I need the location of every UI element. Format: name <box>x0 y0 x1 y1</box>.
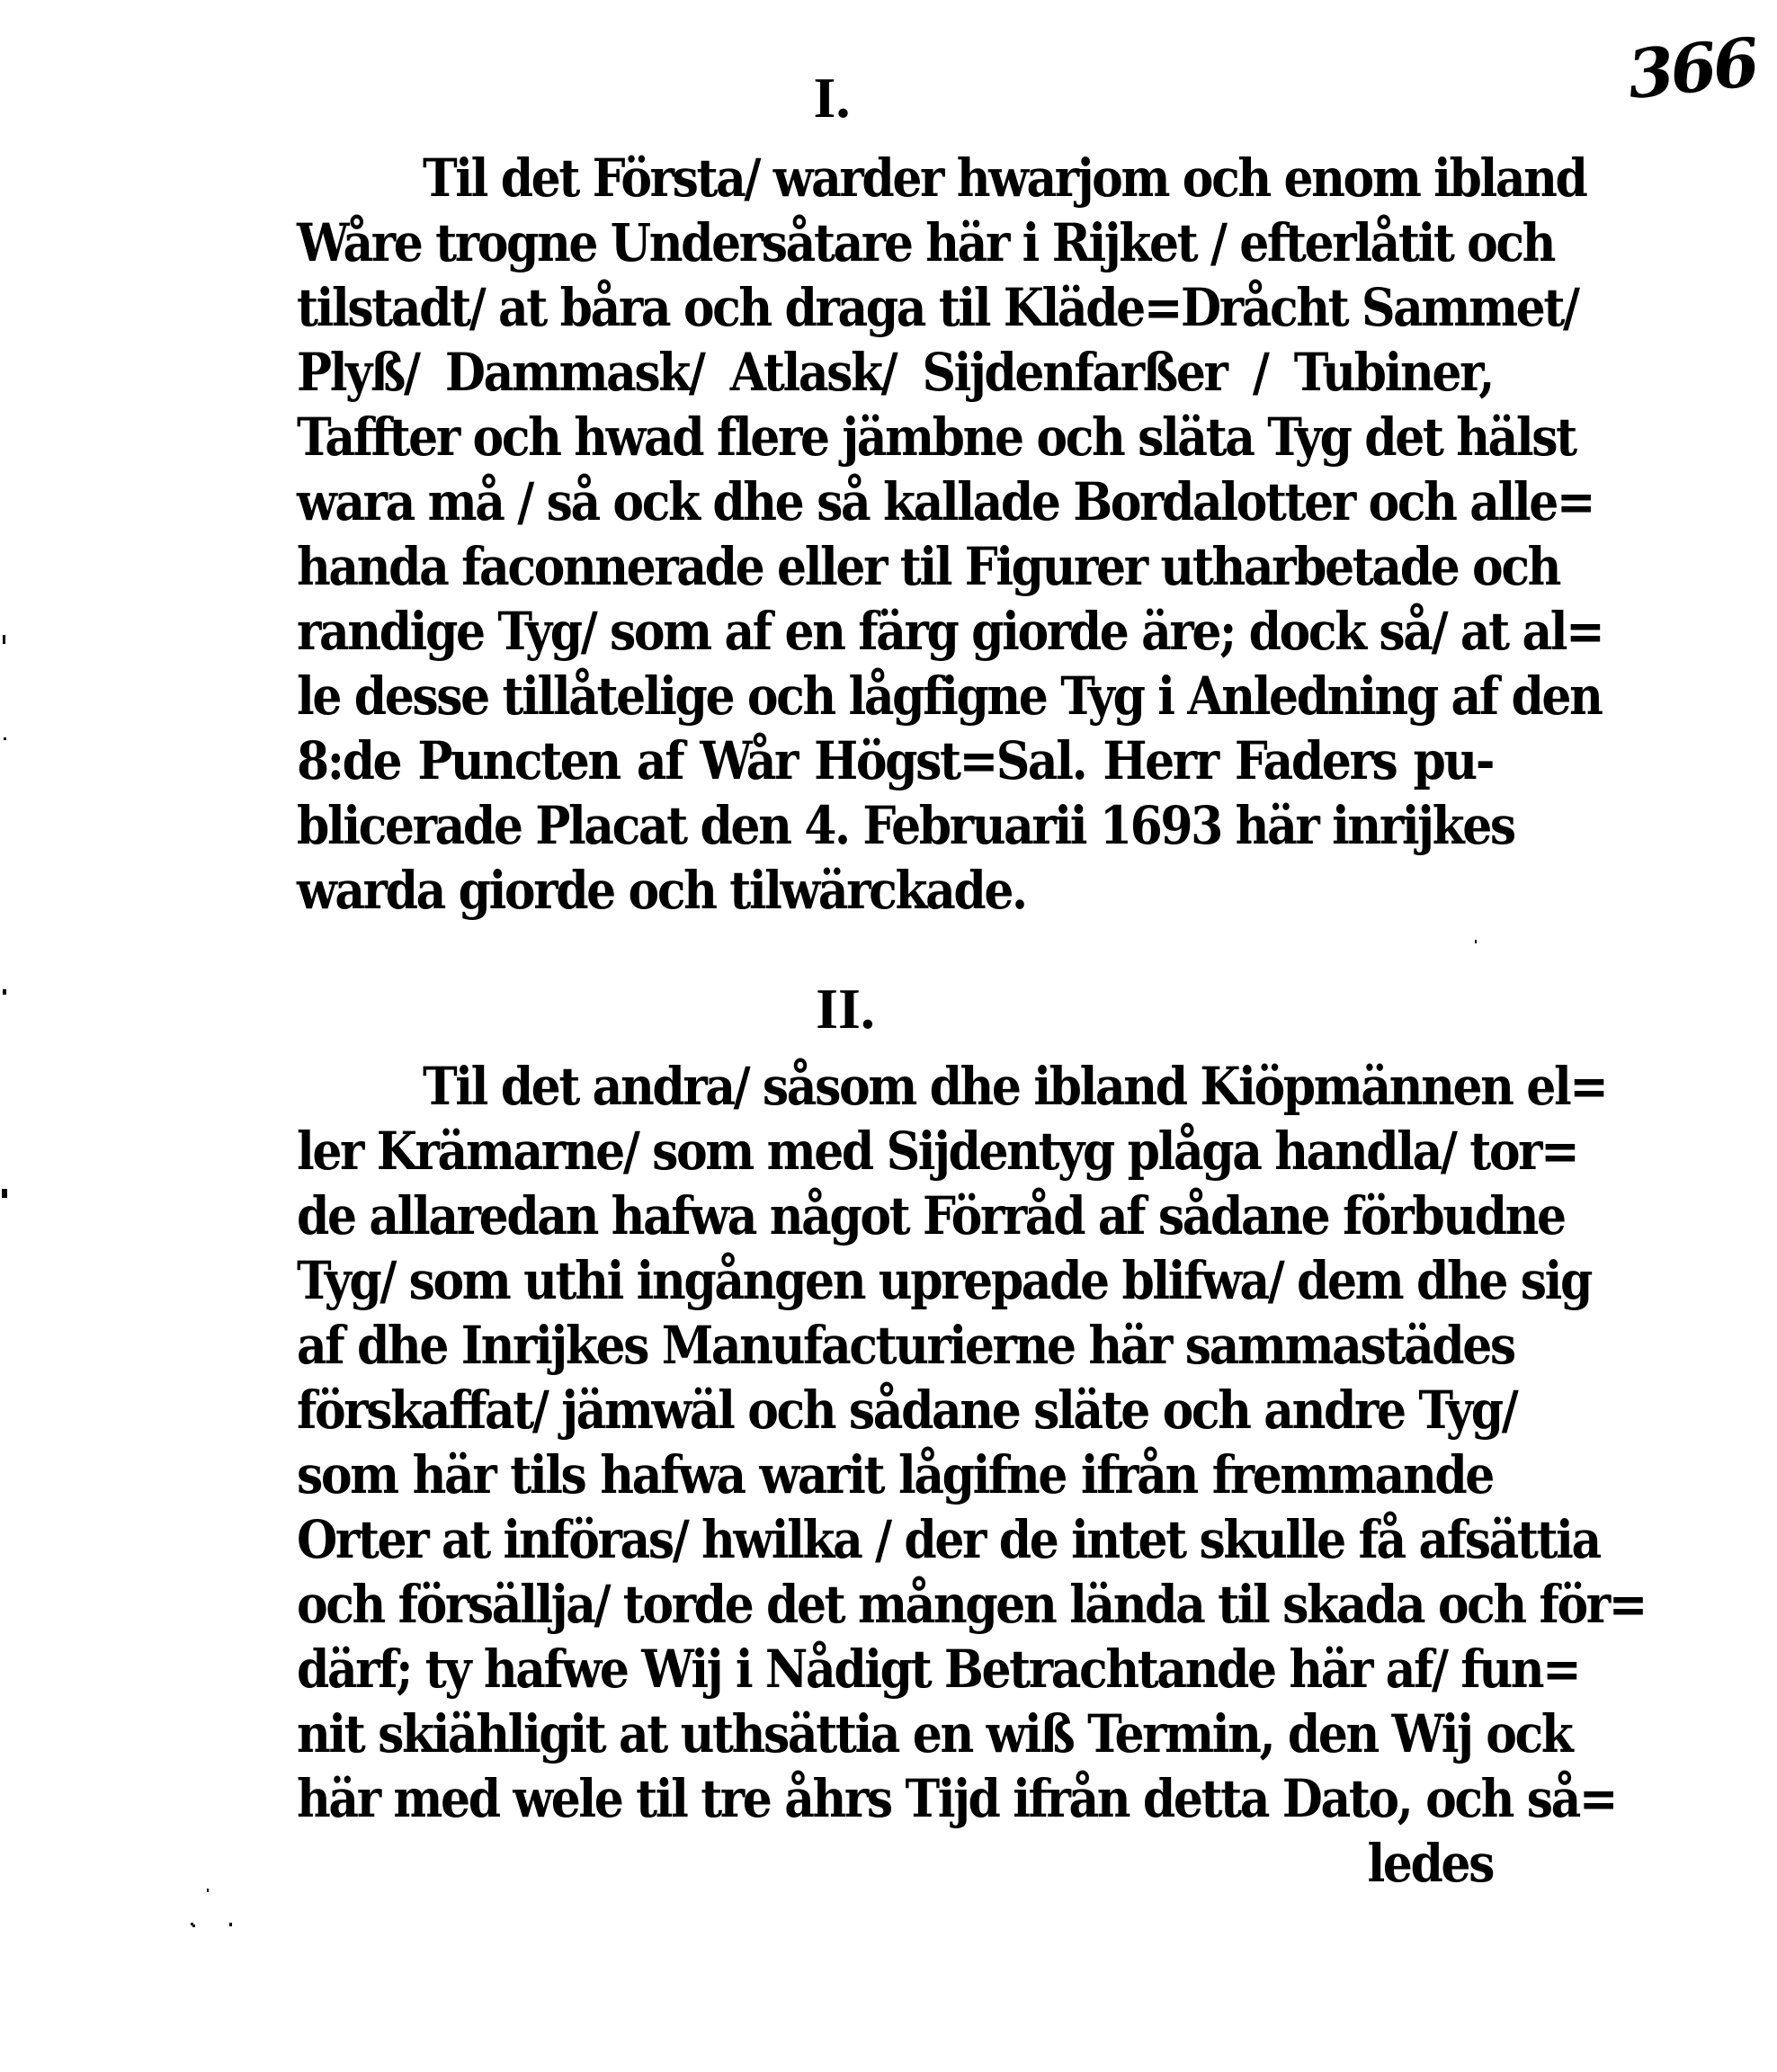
section-1-line-4: Plyß/ Dammask/ Atlask/ Sijdenfarßer / Tubiner, <box>297 342 1493 404</box>
scan-speck <box>229 1923 232 1926</box>
section-2-line-8: Orter at införas/ hwilka / der de intet skulle få afsättia <box>297 1509 1600 1571</box>
section-1-line-10: 8:de Puncten af Wår Högst=Sal. Herr Faders pu- <box>297 730 1493 792</box>
folio-number: 366 <box>1623 23 1760 115</box>
section-1-line-12: warda giorde och tilwärckade. <box>297 860 1026 922</box>
scan-speck <box>192 1925 195 1927</box>
section-1-line-6: wara må / så ock dhe så kallade Bordalotter och alle= <box>297 471 1594 533</box>
section-1-line-11: blicerade Placat den 4. Februarii 1693 här inrijkes <box>297 795 1514 857</box>
section-2-line-11: nit skiähligit at uthsättia en wiß Termin, den Wij ock <box>297 1703 1572 1765</box>
section-1-line-1: Til det Första/ warder hwarjom och enom ibland <box>423 147 1586 210</box>
section-1-line-8: randige Tyg/ som af en färg giorde äre; dock så/ at al= <box>297 601 1603 663</box>
scan-speck <box>4 737 6 740</box>
scan-speck <box>3 989 6 995</box>
section-2-line-1: Til det andra/ såsom dhe ibland Kiöpmännen el= <box>423 1056 1607 1118</box>
section-number-2: II. <box>816 977 875 1040</box>
section-1-line-9: le desse tillåtelige och lågfigne Tyg i Anledning af den <box>297 665 1602 728</box>
section-2-line-9: och försällja/ torde det mången lända til skada och för= <box>297 1574 1646 1636</box>
section-1-line-3: tilstadt/ at båra och draga til Kläde=Dråcht Sammet/ <box>297 277 1578 339</box>
section-2-line-4: Tyg/ som uthi ingången uprepade blifwa/ dem dhe sig <box>297 1250 1591 1312</box>
scan-speck <box>3 635 5 644</box>
scan-speck <box>1475 940 1477 943</box>
section-1-line-2: Wåre trogne Undersåtare här i Rijket / efterlåtit och <box>297 212 1555 274</box>
section-2-line-7: som här tils hafwa warit lågifne ifrån fremmande <box>297 1444 1493 1506</box>
section-number-1: I. <box>813 66 851 130</box>
section-2-line-12: här med wele til tre åhrs Tijd ifrån detta Dato, och så= <box>297 1768 1617 1830</box>
section-2-line-6: förskaffat/ jämwäl och sådane släte och andre Tyg/ <box>297 1380 1517 1442</box>
scan-speck <box>2 1189 7 1198</box>
section-1-line-7: handa faconnerade eller til Figurer utharbetade och <box>297 536 1560 598</box>
section-2-line-2: ler Krämarne/ som med Sijdentyg plåga handla/ tor= <box>297 1121 1578 1183</box>
section-2-line-3: de allaredan hafwa något Förråd af sådane förbudne <box>297 1185 1565 1247</box>
catchword: ledes <box>1367 1833 1493 1895</box>
scan-speck <box>207 1889 209 1892</box>
section-2-line-10: därf; ty hafwe Wij i Nådigt Betrachtande här af/ fun= <box>297 1639 1580 1701</box>
section-1-line-5: Taffter och hwad flere jämbne och släta Tyg det hälst <box>297 406 1576 469</box>
section-2-line-5: af dhe Inrijkes Manufacturierne här sammastädes <box>297 1315 1514 1377</box>
